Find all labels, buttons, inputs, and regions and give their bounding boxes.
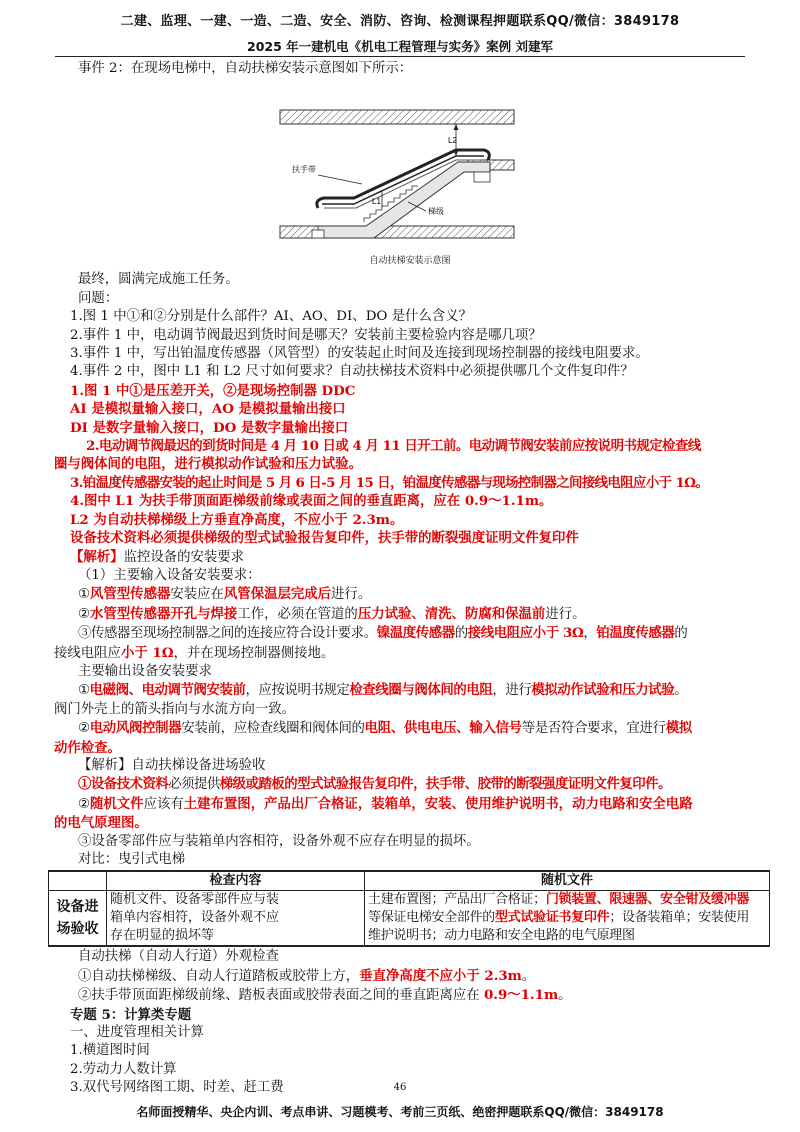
answer-1: 1.图 1 中①是压差开关，②是现场控制器 DDC	[70, 382, 356, 399]
figure-caption: 自动扶梯安装示意图	[369, 256, 451, 267]
ceiling-slab	[280, 110, 514, 124]
analysis1-item3b: 接线电阻应小于 1Ω，并在现场控制器侧接地。	[54, 644, 335, 661]
footer-contact: 名师面授精华、央企内训、考点串讲、习题模考、考前三页纸、绝密押题联系QQ/微信：3849178	[136, 1105, 664, 1119]
handrail-label: 扶手带	[292, 165, 316, 175]
table-cell-check: 随机文件、设备零部件应与装 箱单内容相符，设备外观不应 存在明显的损坏等	[107, 891, 365, 947]
table-corner	[49, 871, 107, 891]
step-label: 梯级	[428, 207, 444, 217]
header-rule	[55, 56, 745, 57]
page-content	[54, 60, 750, 1098]
table-header-check: 检查内容	[107, 871, 365, 891]
question-1: 1.图 1 中①和②分别是什么部件？AI、AO、DI、DO 是什么含义？	[70, 309, 473, 325]
topic5-s1: 一、进度管理相关计算	[70, 1025, 204, 1041]
analysis1-sub2: 主要输出设备安装要求	[78, 663, 212, 679]
table-header-docs: 随机文件	[365, 871, 770, 891]
analysis2-item2: ②随机文件应该有土建布置图，产品出厂合格证，装箱单，安装、使用维护说明书，动力电路和安全电路	[78, 795, 693, 812]
topic5-s3: 2.劳动力人数计算	[70, 1061, 177, 1077]
analysis1-item3: ③传感器至现场控制器之间的连接应符合设计要求。镍温度传感器的接线电阻应小于 3Ω，铂温度传感器的	[78, 625, 688, 642]
analysis1-title: 【解析】监控设备的安装要求	[70, 548, 245, 565]
table-row	[49, 891, 770, 947]
topic5-title: 专题 5：计算类专题	[70, 1006, 192, 1023]
escalator-figure	[70, 80, 750, 265]
exterior-title: 自动扶梯（自动人行道）外观检查	[78, 949, 279, 965]
event2-text: 事件 2：在现场电梯中，自动扶梯安装示意图如下所示：	[78, 61, 413, 76]
analysis1-sub1: （1）主要输入设备安装要求：	[78, 567, 261, 583]
analysis1-item2: ②水管型传感器开孔与焊接工作，必须在管道的压力试验、清洗、防腐和保温前进行。	[78, 605, 586, 622]
table-header-row	[49, 871, 770, 891]
comparison-table	[48, 870, 770, 947]
question-4: 4.事件 2 中，图中 L1 和 L2 尺寸如何要求？自动扶梯技术资料中必须提供哪几个文件复印件？	[70, 364, 634, 380]
analysis2-title: 【解析】自动扶梯设备进场验收	[78, 757, 266, 773]
answer-1b: AI 是模拟量输入接口，AO 是模拟量输出接口	[70, 401, 346, 418]
topic5-s2: 1.横道图时间	[70, 1043, 150, 1059]
analysis2-item2b: 的电气原理图。	[54, 815, 148, 832]
analysis1-item1: ①风管型传感器安装应在风管保温层完成后进行。	[78, 586, 372, 603]
analysis2-compare: 对比：曳引式电梯	[78, 852, 186, 867]
answer-4a: 4.图中 L1 为扶手带顶面距梯级前缘或表面之间的垂直距离，应在 0.9～1.1m。	[70, 493, 553, 510]
topic5-s4: 3.双代号网络图工期、时差、赶工费	[70, 1080, 284, 1096]
table-row-head: 设备进 场验收	[49, 891, 107, 947]
header-contact: 二建、监理、一建、一造、二造、安全、消防、咨询、检测课程押题联系QQ/微信：3849178	[120, 14, 680, 29]
analysis1-out2b: 动作检查。	[54, 739, 121, 756]
analysis2-item3: ③设备零部件应与装箱单内容相符，设备外观不应存在明显的损坏。	[78, 833, 480, 849]
answer-2b: 圈与阀体间的电阻，进行模拟动作试验和压力试验。	[54, 456, 362, 473]
table-cell-docs: 土建布置图；产品出厂合格证；门锁装置、限速器、安全钳及缓冲器 等保证电梯安全部件的型式试验证书复印件；设备装箱单；安装使用 维护说明书；动力电路和安全电路的电气原理图	[365, 891, 770, 947]
analysis2-item1: ①设备技术资料必须提供梯级或踏板的型式试验报告复印件，扶手带、胶带的断裂强度证明文件复印件。	[78, 776, 671, 793]
answer-4b: L2 为自动扶梯梯级上方垂直净高度，不应小于 2.3m。	[70, 511, 404, 528]
L2-label: L2	[448, 136, 457, 146]
escalator-diagram	[278, 80, 516, 250]
L1-label: L1	[372, 197, 381, 207]
question-2: 2.事件 1 中，电动调节阀最迟到货时间是哪天？安装前主要检验内容是哪几项？	[70, 327, 542, 343]
handrail	[317, 150, 489, 208]
answer-3: 3.铂温度传感器安装的起止时间是 5 月 6 日-5 月 15 日，铂温度传感器与现场控制器之间接线电阻应小于 1Ω。	[70, 474, 709, 491]
analysis1-out1: ①电磁阀、电动调节阀安装前，应按说明书规定检查线圈与阀体间的电阻，进行模拟动作试验和压力试验。	[78, 682, 688, 699]
answer-1c: DI 是数字量输入接口，DO 是数字量输出接口	[70, 419, 349, 436]
page-number: 46	[393, 1082, 407, 1093]
answer-2a: 2.电动调节阀最迟的到货时间是 4 月 10 日或 4 月 11 日开工前。电动调节阀安装前应按说明书规定检查线	[86, 438, 701, 455]
question-3: 3.事件 1 中，写出铂温度传感器（风管型）的安装起止时间及连接到现场控制器的接线电阻要求。	[70, 346, 649, 362]
questions-title: 问题：	[78, 290, 119, 306]
header-title: 2025 年一建机电《机电工程管理与实务》案例 刘建军	[247, 39, 553, 54]
exterior-item2: ②扶手带顶面距梯级前缘、踏板表面或胶带表面之间的垂直距离应在 0.9～1.1m。	[78, 987, 572, 1004]
analysis1-out2: ②电动风阀控制器安装前，应检查线圈和阀体间的电阻、供电电压、输入信号等是否符合要求，宜进行模拟	[78, 720, 692, 737]
answer-4c: 设备技术资料必须提供梯级的型式试验报告复印件，扶手带的断裂强度证明文件复印件	[70, 530, 579, 547]
analysis1-out1b: 阀门外壳上的箭头指向与水流方向一致。	[54, 701, 296, 717]
exterior-item1: ①自动扶梯梯级、自动人行道踏板或胶带上方，垂直净高度不应小于 2.3m。	[78, 967, 536, 984]
final-text: 最终，圆满完成施工任务。	[78, 272, 239, 288]
